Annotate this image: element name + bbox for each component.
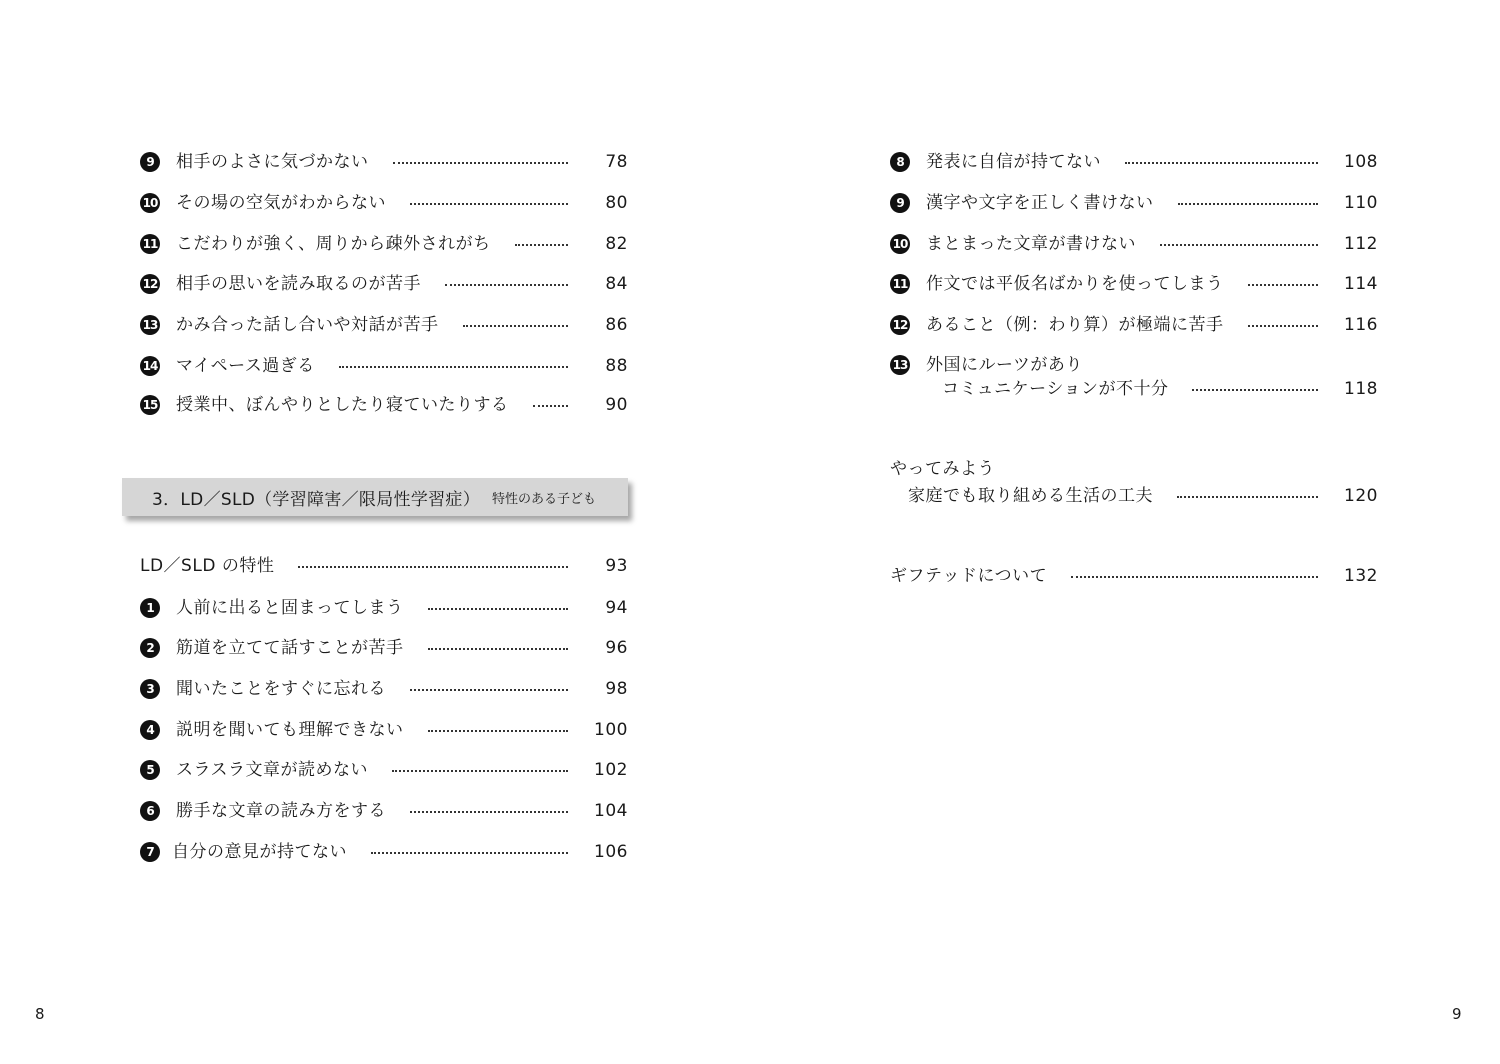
toc-entry[interactable] (140, 758, 628, 782)
toc-entry[interactable] (140, 596, 628, 620)
toc-entry-gifted[interactable] (890, 564, 1378, 588)
entry-page-number: 106 (594, 842, 628, 862)
entry-line-1 (890, 354, 1378, 376)
entry-title: ギフテッドについて (890, 566, 1048, 586)
toc-entry[interactable] (140, 677, 628, 701)
entry-number-badge: 14 (140, 356, 160, 376)
try-it-heading-line (890, 458, 1378, 480)
toc-entry[interactable] (890, 313, 1378, 337)
entry-page-number: 90 (605, 395, 628, 415)
entry-title: 人前に出ると固まってしまう (176, 598, 404, 618)
leader-dots (1192, 389, 1318, 391)
toc-entry[interactable] (140, 393, 628, 417)
section-subtitle: 特性のある子ども (492, 491, 597, 507)
toc-entry[interactable] (890, 232, 1378, 256)
entry-page-number: 110 (1344, 193, 1378, 213)
entry-title: 聞いたことをすぐに忘れる (176, 679, 386, 699)
entry-title: マイペース過ぎる (176, 356, 315, 376)
entry-number-badge: 9 (140, 152, 160, 172)
toc-entry-section-intro[interactable] (140, 554, 628, 578)
entry-number-badge: 4 (140, 720, 160, 740)
entry-title: 相手の思いを読み取るのが苦手 (176, 274, 421, 294)
toc-entry-try-it[interactable] (890, 458, 1378, 507)
leader-dots (410, 203, 568, 205)
leader-dots (463, 325, 569, 327)
entry-page-number: 88 (605, 356, 628, 376)
leader-dots (371, 852, 568, 854)
section-title: 3．LD／SLD（学習障害／限局性学習症） (152, 489, 481, 510)
leader-dots (1125, 162, 1318, 164)
entry-number-badge: 11 (890, 274, 910, 294)
try-it-heading: やってみよう (890, 459, 995, 479)
entry-title: 説明を聞いても理解できない (176, 720, 404, 740)
entry-number-badge: 1 (140, 598, 160, 618)
toc-entry[interactable] (140, 636, 628, 660)
entry-number-badge: 13 (140, 315, 160, 335)
entry-number-badge: 2 (140, 638, 160, 658)
entry-number-badge: 12 (140, 274, 160, 294)
entry-title: スラスラ文章が読めない (176, 760, 368, 780)
toc-entry[interactable] (140, 272, 628, 296)
entry-title: 作文では平仮名ばかりを使ってしまう (926, 274, 1224, 294)
leader-dots (392, 770, 568, 772)
toc-entry[interactable] (890, 272, 1378, 296)
toc-entry[interactable] (890, 150, 1378, 174)
entry-page-number: 100 (594, 720, 628, 740)
leader-dots (1178, 203, 1319, 205)
toc-entry-multiline[interactable] (890, 354, 1378, 400)
entry-page-number: 108 (1344, 152, 1378, 172)
leader-dots (1177, 496, 1318, 498)
leader-dots (1248, 284, 1319, 286)
toc-entry[interactable] (140, 232, 628, 256)
page-number-left: 8 (35, 1005, 45, 1023)
entry-page-number: 120 (1344, 486, 1378, 506)
entry-number-badge: 11 (140, 234, 160, 254)
entry-title: 自分の意見が持てない (172, 842, 347, 862)
entry-page-number: 96 (605, 638, 628, 658)
entry-title: LD／SLD の特性 (140, 556, 275, 576)
entry-title: こだわりが強く、周りから疎外されがち (176, 234, 491, 254)
entry-title: 漢字や文字を正しく書けない (926, 193, 1154, 213)
entry-number-badge: 8 (890, 152, 910, 172)
entry-number-badge: 5 (140, 760, 160, 780)
leader-dots (445, 284, 568, 286)
entry-title-line-2: コミュニケーションが不十分 (942, 379, 1169, 399)
leader-dots (339, 366, 568, 368)
entry-number-badge: 6 (140, 801, 160, 821)
try-it-title-line (890, 485, 1378, 507)
entry-title: あること（例：わり算）が極端に苦手 (926, 315, 1224, 335)
toc-entry[interactable] (140, 799, 628, 823)
toc-entry[interactable] (140, 354, 628, 378)
entry-title: 相手のよさに気づかない (176, 152, 369, 172)
leader-dots (298, 566, 568, 568)
entry-title: 家庭でも取り組める生活の工夫 (908, 486, 1153, 506)
leader-dots (428, 730, 569, 732)
entry-title-line-1: 外国にルーツがあり (926, 355, 1083, 375)
entry-page-number: 102 (594, 760, 628, 780)
toc-entry[interactable] (890, 191, 1378, 215)
leader-dots (410, 689, 568, 691)
right-page (750, 0, 1500, 1064)
entry-number-badge: 10 (890, 234, 910, 254)
entry-page-number: 104 (594, 801, 628, 821)
entry-number-badge: 12 (890, 315, 910, 335)
leader-dots (533, 405, 569, 407)
entry-title: かみ合った話し合いや対話が苦手 (176, 315, 439, 335)
entry-page-number: 98 (605, 679, 628, 699)
entry-number-badge: 15 (140, 395, 160, 415)
toc-entry[interactable] (140, 313, 628, 337)
entry-page-number: 82 (605, 234, 628, 254)
entry-line-2 (890, 378, 1378, 400)
entry-title: 勝手な文章の読み方をする (176, 801, 386, 821)
entry-page-number: 112 (1344, 234, 1378, 254)
entry-page-number: 94 (605, 598, 628, 618)
entry-number-badge: 10 (140, 193, 160, 213)
entry-page-number: 80 (605, 193, 628, 213)
leader-dots (428, 608, 569, 610)
entry-title: 発表に自信が持てない (926, 152, 1101, 172)
entry-title: その場の空気がわからない (176, 193, 386, 213)
entry-page-number: 84 (605, 274, 628, 294)
toc-entry[interactable] (140, 150, 628, 174)
entry-title: 筋道を立てて話すことが苦手 (176, 638, 404, 658)
entry-page-number: 132 (1344, 566, 1378, 586)
entry-number-badge: 13 (890, 355, 910, 375)
entry-page-number: 86 (605, 315, 628, 335)
entry-title: 授業中、ぼんやりとしたり寝ていたりする (176, 395, 509, 415)
entry-title: まとまった文章が書けない (926, 234, 1136, 254)
toc-entry[interactable] (140, 191, 628, 215)
entry-number-badge: 7 (140, 842, 160, 862)
toc-entry[interactable] (140, 718, 628, 742)
leader-dots (1160, 244, 1318, 246)
leader-dots (428, 648, 569, 650)
entry-page-number: 118 (1344, 379, 1378, 399)
leader-dots (515, 244, 568, 246)
page-number-right: 9 (1452, 1005, 1462, 1023)
toc-entry[interactable] (140, 840, 628, 864)
leader-dots (393, 162, 569, 164)
entry-page-number: 93 (605, 556, 628, 576)
entry-number-badge: 9 (890, 193, 910, 213)
entry-page-number: 114 (1344, 274, 1378, 294)
section-header (122, 478, 628, 516)
leader-dots (1248, 325, 1319, 327)
entry-page-number: 116 (1344, 315, 1378, 335)
entry-number-badge: 3 (140, 679, 160, 699)
leader-dots (410, 811, 568, 813)
entry-page-number: 78 (605, 152, 628, 172)
leader-dots (1071, 576, 1318, 578)
